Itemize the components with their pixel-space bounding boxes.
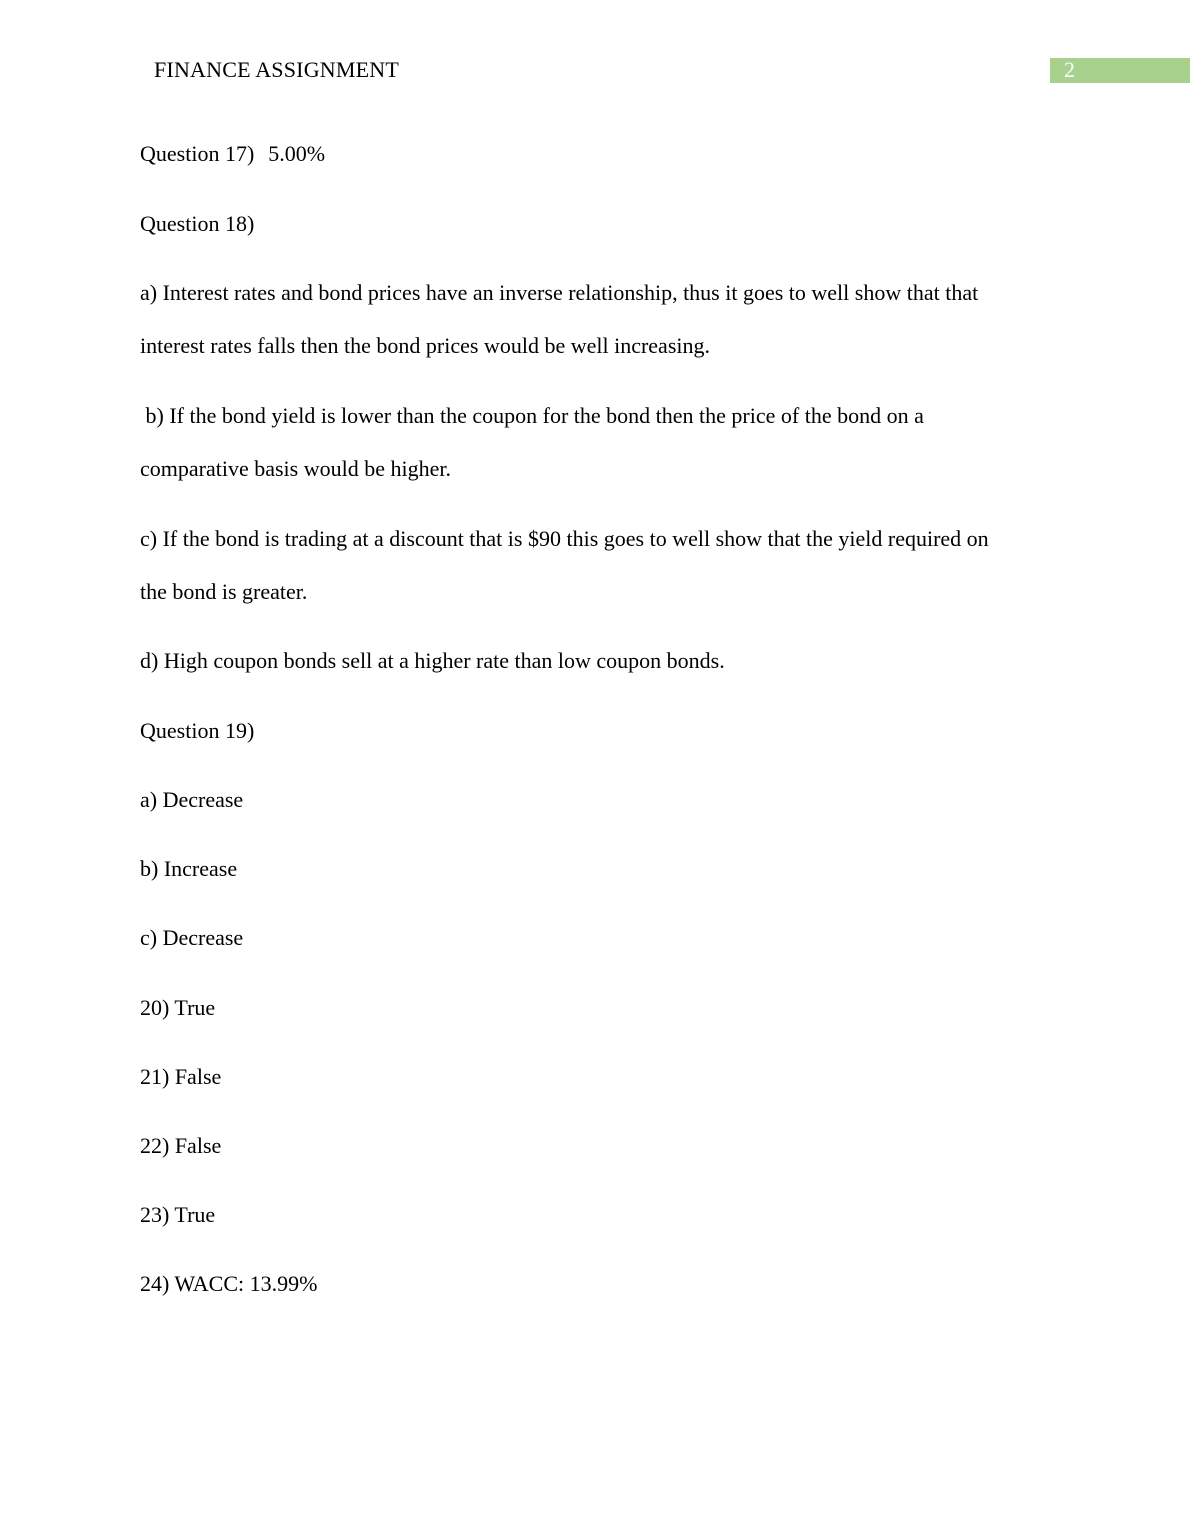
question-23: 23) True	[140, 1202, 216, 1227]
question-17-answer: 5.00%	[268, 141, 326, 166]
question-18d: d) High coupon bonds sell at a higher rate than low coupon bonds.	[140, 648, 725, 673]
question-19a: a) Decrease	[140, 787, 244, 812]
page-number-badge	[1050, 58, 1190, 83]
question-20: 20) True	[140, 995, 216, 1020]
question-19b: b) Increase	[140, 856, 238, 881]
question-19-label: Question 19)	[140, 718, 255, 743]
question-18c-line-1: c) If the bond is trading at a discount that is $90 this goes to well show that the yield required on	[140, 526, 989, 551]
question-18a-line-1: a) Interest rates and bond prices have an inverse relationship, thus it goes to well show that that	[140, 280, 979, 305]
question-22: 22) False	[140, 1133, 222, 1158]
question-24: 24) WACC: 13.99%	[140, 1271, 318, 1296]
page-number: 2	[1064, 57, 1075, 82]
question-17	[140, 127, 1060, 180]
question-18b-line-2: comparative basis would be higher.	[140, 456, 451, 481]
header-title: FINANCE ASSIGNMENT	[154, 57, 400, 82]
question-18c-line-2: the bond is greater.	[140, 579, 308, 604]
question-17-label: Question 17)	[140, 141, 255, 166]
question-18-label: Question 18)	[140, 211, 255, 236]
question-18b-line-1: b) If the bond yield is lower than the coupon for the bond then the price of the bond on a	[140, 403, 924, 428]
question-21: 21) False	[140, 1064, 222, 1089]
question-18a-line-2: interest rates falls then the bond prices would be well increasing.	[140, 333, 710, 358]
question-19c: c) Decrease	[140, 925, 244, 950]
